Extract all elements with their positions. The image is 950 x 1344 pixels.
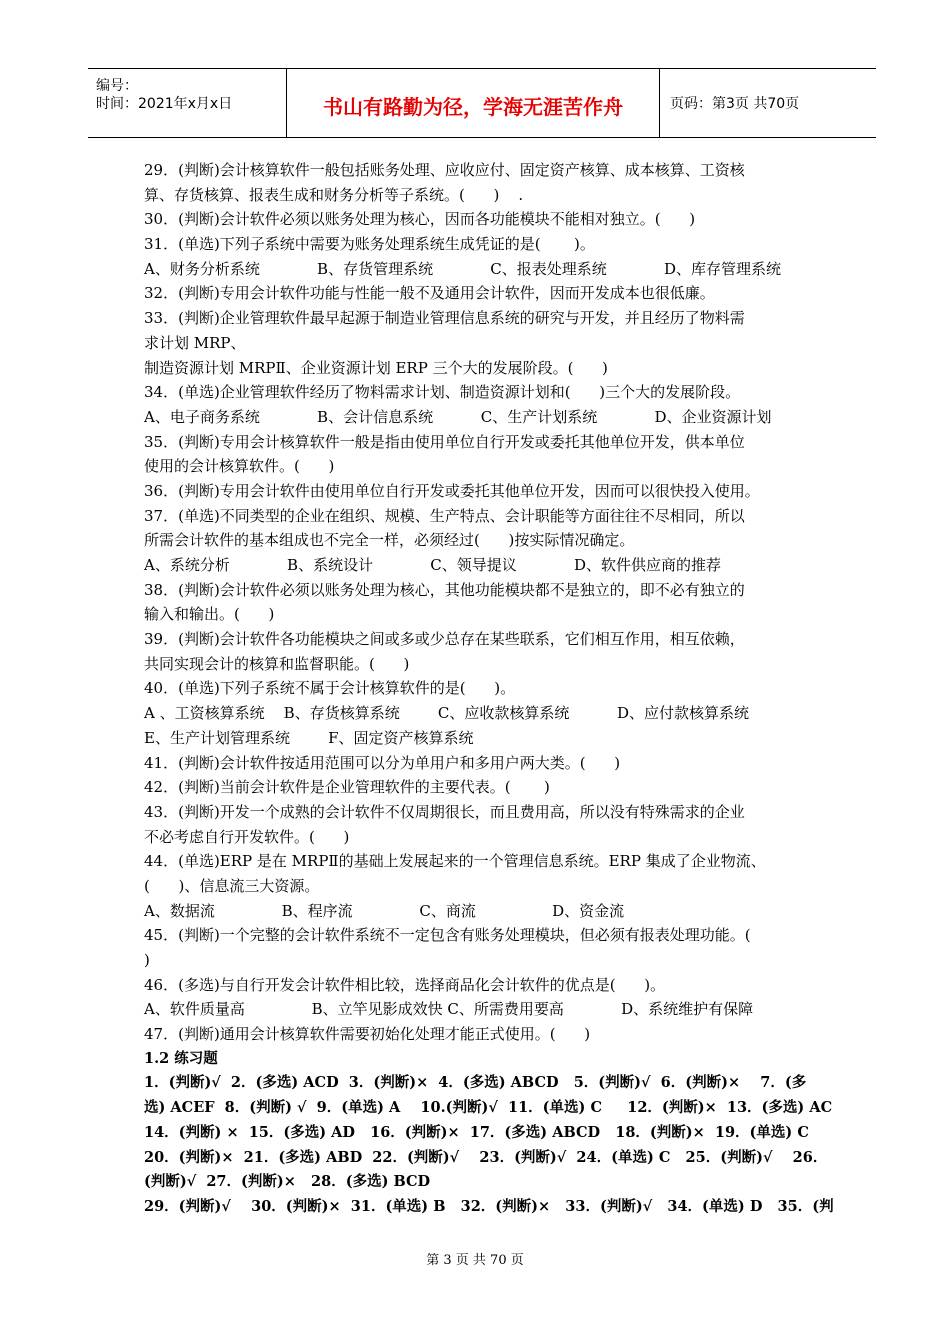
- text-line: E、生产计划管理系统 F、固定资产核算系统: [144, 728, 474, 747]
- text-line: A、财务分析系统 B、存货管理系统 C、报表处理系统 D、库存管理系统: [144, 259, 782, 278]
- text-line: 34．(单选)企业管理软件经历了物料需求计划、制造资源计划和( )三个大的发展阶段。: [144, 383, 741, 402]
- text-line: 29．(判断)会计核算软件一般包括账务处理、应收应付、固定资产核算、成本核算、工资核: [144, 161, 745, 179]
- page-header: [88, 68, 876, 138]
- header-right-cell: [660, 69, 876, 137]
- header-motto-cell: [287, 69, 660, 137]
- time-label: 时间：2021年x月x日: [96, 96, 233, 112]
- text-line: 共同实现会计的核算和监督职能。( ): [144, 654, 410, 673]
- document-body: [144, 158, 834, 1220]
- text-line: 40．(单选)下列子系统不属于会计核算软件的是( )。: [144, 679, 516, 698]
- text-line: 输入和输出。( ): [144, 605, 275, 624]
- text-line: 47．(判断)通用会计核算软件需要初始化处理才能正式使用。( ): [144, 1025, 591, 1044]
- text-line: 42．(判断)当前会计软件是企业管理软件的主要代表。( ): [144, 778, 550, 797]
- answer-line: 选) ACEF 8．(判断) √ 9．(单选) A 10.(判断)√ 11．(单选) C 12．(判断)× 13．(多选) AC: [144, 1099, 833, 1117]
- answer-line: 29．(判断)√ 30．(判断)× 31．(单选) B 32．(判断)× 33．(判断)√ 34．(单选) D 35．(判: [144, 1197, 834, 1215]
- text-line: 30．(判断)会计软件必须以账务处理为核心，因而各功能模块不能相对独立。( ): [144, 210, 696, 229]
- header-page-number: 页码：第3页 共70页: [670, 96, 800, 112]
- text-line: 37．(单选)不同类型的企业在组织、规模、生产特点、会计职能等方面往往不尽相同，所以: [144, 506, 745, 525]
- text-line: A、系统分析 B、系统设计 C、领导提议 D、软件供应商的推荐: [144, 556, 722, 574]
- text-line: 39．(判断)会计软件各功能模块之间或多或少总存在某些联系，它们相互作用，相互依赖，: [144, 630, 745, 649]
- text-line: 不必考虑自行开发软件。( ): [144, 827, 350, 846]
- text-line: 使用的会计核算软件。( ): [144, 457, 335, 476]
- text-line: A、软件质量高 B、立竿见影成效快 C、所需费用要高 D、系统维护有保障: [144, 1000, 754, 1019]
- number-label: 编号：: [96, 78, 138, 94]
- text-line: 32．(判断)专用会计软件功能与性能一般不及通用会计软件，因而开发成本也很低廉。: [144, 284, 715, 303]
- text-line: 求计划 MRP、: [144, 333, 246, 352]
- text-line: 算、存货核算、报表生成和财务分析等子系统。( ) .: [144, 185, 524, 204]
- answer-line: 14．(判断) × 15．(多选) AD 16．(判断)× 17．(多选) ABCD 18．(判断)× 19．(单选) C: [144, 1123, 809, 1141]
- text-line: 31．(单选)下列子系统中需要为账务处理系统生成凭证的是( )。: [144, 235, 595, 254]
- text-line: 44．(单选)ERP 是在 MRPⅡ的基础上发展起来的一个管理信息系统。ERP 集成了企业物流、: [144, 852, 766, 871]
- answer-line: 1．(判断)√ 2．(多选) ACD 3．(判断)× 4．(多选) ABCD 5．(判断)√ 6．(判断)× 7．(多: [144, 1074, 807, 1092]
- text-line: 35．(判断)专用会计核算软件一般是指由使用单位自行开发或委托其他单位开发，供本单位: [144, 432, 745, 451]
- text-line: A、电子商务系统 B、会计信息系统 C、生产计划系统 D、企业资源计划: [144, 407, 772, 426]
- text-line: 制造资源计划 MRPⅡ、企业资源计划 ERP 三个大的发展阶段。( ): [144, 358, 608, 377]
- text-line: A、数据流 B、程序流 C、商流 D、资金流: [144, 901, 625, 920]
- header-motto: 书山有路勤为径，学海无涯苦作舟: [323, 95, 623, 119]
- text-line: 33．(判断)企业管理软件最早起源于制造业管理信息系统的研究与开发，并且经历了物料需: [144, 309, 745, 328]
- answer-line: 20．(判断)× 21．(多选) ABD 22．(判断)√ 23．(判断)√ 24．(单选) C 25．(判断)√ 26．: [144, 1148, 828, 1166]
- text-line: 45．(判断)一个完整的会计软件系统不一定包含有账务处理模块，但必须有报表处理功能。(: [144, 926, 751, 945]
- text-line: 36．(判断)专用会计软件由使用单位自行开发或委托其他单位开发，因而可以很快投入使用。: [144, 481, 760, 500]
- text-line: ): [144, 951, 150, 969]
- text-line: 38．(判断)会计软件必须以账务处理为核心，其他功能模块都不是独立的，即不必有独立的: [144, 580, 745, 599]
- text-line: 46．(多选)与自行开发会计软件相比较，选择商品化会计软件的优点是( )。: [144, 975, 666, 994]
- header-left-cell: [88, 69, 287, 137]
- page-footer: 第 3 页 共 70 页: [426, 1253, 524, 1268]
- text-line: A 、工资核算系统 B、存货核算系统 C、应收款核算系统 D、应付款核算系统: [144, 704, 750, 723]
- text-line: ( )、信息流三大资源。: [144, 876, 320, 895]
- text-line: 41．(判断)会计软件按适用范围可以分为单用户和多用户两大类。( ): [144, 753, 621, 772]
- answer-line: (判断)√ 27．(判断)× 28．(多选) BCD: [144, 1173, 431, 1191]
- text-line: 所需会计软件的基本组成也不完全一样，必须经过( )按实际情况确定。: [144, 531, 635, 550]
- answers-heading: 1.2 练习题: [144, 1049, 218, 1067]
- text-line: 43．(判断)开发一个成熟的会计软件不仅周期很长，而且费用高，所以没有特殊需求的企业: [144, 802, 745, 821]
